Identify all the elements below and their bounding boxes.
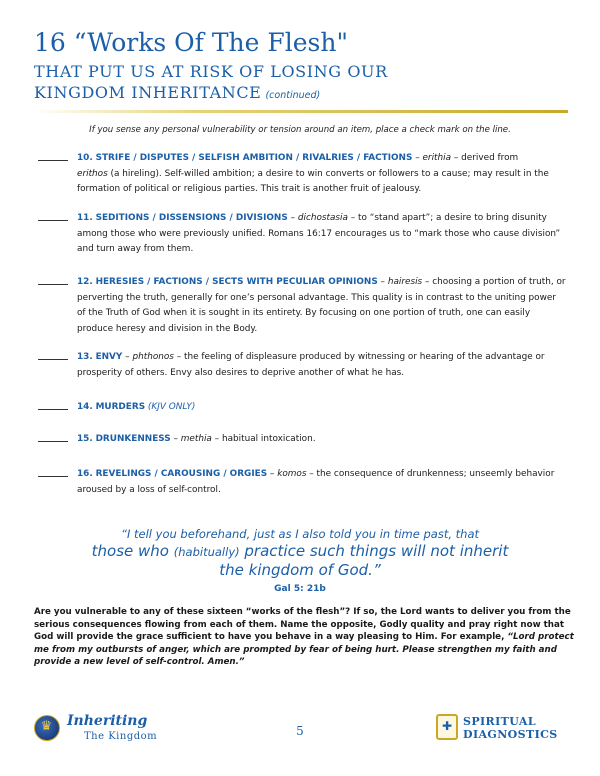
scripture-quote-line2 <box>0 542 600 560</box>
item-number: 16. <box>77 469 93 479</box>
check-line[interactable] <box>38 467 68 477</box>
separator: – <box>170 434 181 444</box>
item-text: – the feeling of displeasure produced by witnessing or hearing of the advantage or prosperity of others. Envy also desires to deprive another of what he has. <box>77 352 545 378</box>
list-item <box>38 432 568 449</box>
list-item <box>38 400 568 417</box>
item-name: ENVY <box>95 352 123 362</box>
check-line[interactable] <box>38 211 68 221</box>
item-text: – habitual intoxication. <box>211 434 316 444</box>
list-item <box>38 275 568 334</box>
kjv-note: (KJV ONLY) <box>147 402 196 412</box>
check-line[interactable] <box>38 275 68 285</box>
prayer-example: “Lord protect me from my outbursts of anger, which are prompted by fear of being hurt. Please strengthen my faith and provide a new level of self-control. Amen.” <box>34 632 574 667</box>
greek-term: methia <box>180 434 212 444</box>
quote-part: practice such things will not inherit <box>239 542 509 560</box>
item-number: 10. <box>77 153 93 163</box>
gold-divider <box>34 110 568 113</box>
list-item <box>38 151 568 194</box>
item-name: MURDERS <box>95 402 146 412</box>
greek-term: hairesis <box>387 277 423 287</box>
book-cross-icon <box>436 714 458 740</box>
separator: – <box>377 277 388 287</box>
item-name: DRUNKENNESS <box>95 434 171 444</box>
check-line[interactable] <box>38 432 68 442</box>
item-number: 11. <box>77 213 93 223</box>
separator: – <box>122 352 133 362</box>
list-item <box>38 350 568 378</box>
item-name: STRIFE / DISPUTES / SELFISH AMBITION / RIVALRIES / FACTIONS <box>95 153 413 163</box>
scripture-reference: Gal 5: 21b <box>274 584 326 594</box>
page-number: 5 <box>296 724 304 738</box>
check-line[interactable] <box>38 400 68 410</box>
item-number: 15. <box>77 434 93 444</box>
item-name: REVELINGS / CAROUSING / ORGIES <box>95 469 268 479</box>
greek-term-2: erithos <box>77 168 108 179</box>
item-text: – the consequence of drunkenness; unseemly behavior aroused by a loss of self-control. <box>77 469 555 495</box>
check-line[interactable] <box>38 350 68 360</box>
continued-label: (continued) <box>265 90 321 101</box>
greek-term: erithia <box>422 153 452 163</box>
page-title: 16 “Works Of The Flesh" <box>34 28 348 57</box>
quote-part: those who <box>91 542 174 560</box>
brand-line2: The Kingdom <box>84 731 158 742</box>
item-number: 13. <box>77 352 93 362</box>
item-name: SEDITIONS / DISSENSIONS / DIVISIONS <box>95 213 288 223</box>
spiritual-diagnostics-logo <box>436 712 576 748</box>
check-line[interactable] <box>38 151 68 161</box>
subtitle-text: KINGDOM INHERITANCE <box>34 83 262 102</box>
item-number: 14. <box>77 402 93 412</box>
closing-text: Are you vulnerable to any of these sixteen “works of the flesh”? If so, the Lord wants to deliver you from the serious consequences flowing from each of them. Name the opposite, Godly quality and pray right now that God will provide the grace sufficient to have you behave in a way pleasing to Him. For example, <box>34 607 571 642</box>
item-name: HERESIES / FACTIONS / SECTS WITH PECULIAR OPINIONS <box>95 277 378 287</box>
brand-line1: Inheriting <box>67 713 148 729</box>
greek-term: phthonos <box>132 352 174 362</box>
page-subtitle-line2 <box>34 83 320 106</box>
sd-line2: DIAGNOSTICS <box>463 728 558 741</box>
separator: – <box>267 469 278 479</box>
separator: – <box>412 153 423 163</box>
scripture-quote-line1: “I tell you beforehand, just as I also told you in time past, that <box>121 527 479 541</box>
closing-paragraph <box>34 606 574 669</box>
separator: – <box>287 213 298 223</box>
sd-line1: SPIRITUAL <box>463 715 536 728</box>
greek-term: dichostasia <box>297 213 348 223</box>
item-text: – derived from <box>451 153 519 163</box>
item-text-2: (a hireling). Self-willed ambition; a desire to win converts or followers to a cause; may result in the formation of political or religious parties. This trait is another fruit of jealousy. <box>77 168 549 194</box>
list-item <box>38 211 568 254</box>
instruction-text: If you sense any personal vulnerability or tension around an item, place a check mark on the line. <box>89 125 511 135</box>
item-text: – to “stand apart”; a desire to bring disunity among those who were previously unified. Romans 16:17 encourages us to “mark those who cause division” and turn away from them. <box>77 213 561 254</box>
page-subtitle-line1: THAT PUT US AT RISK OF LOSING OUR <box>34 62 388 81</box>
greek-term: komos <box>277 469 307 479</box>
scripture-quote-line3: the kingdom of God.” <box>219 561 381 579</box>
list-item <box>38 467 568 495</box>
quote-parenthetical: (habitually) <box>173 545 240 559</box>
item-number: 12. <box>77 277 93 287</box>
item-text: – choosing a portion of truth, or perverting the truth, generally for one’s personal advantage. This quality is in contrast to the uniting power of the Truth of God when it is sought in its entirety. By focusing on one portion of truth, one can easily produce heresy and division in the Body. <box>77 277 566 334</box>
